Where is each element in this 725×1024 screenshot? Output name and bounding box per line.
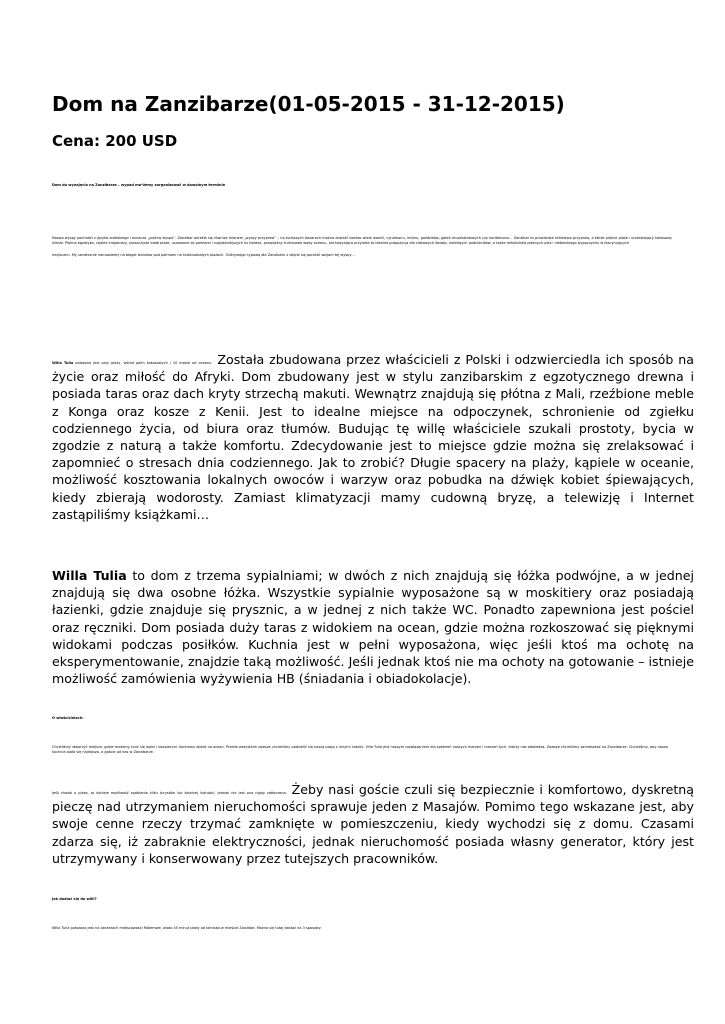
villa-lead-rest: położona jest przy plaży, wśród palm kokosowych i 10 krokie od oceanu. (73, 361, 213, 365)
page-title: Dom na Zanzibarze(01-05-2015 - 31-12-2015) (52, 92, 565, 116)
intro-heading: Dom do wynajęcia na Zanzibarze – wypad mo*żemy zorganizować w dowolnym terminie (52, 183, 226, 187)
villa-description-text: Została zbudowana przez właścicieli z Polski i odzwierciedla ich sposób na życie oraz miłość do Afryki. Dom zbudowany jest w stylu zanzibarskim z egzotycznego drewna i posiada taras oraz dach kryty strzechą makuti. Wewnątrz znajdują się płótna z Mali, rzeźbione meble z Konga oraz kosze z Kenii. Jest to idealne miejsce na odpoczynek, schronienie od zgiełku codziennego życia, od biura oraz tłumów. Budując tę willę właściciele szukali prostoty, bycia w zgodzie z naturą a także komfortu. Zdecydowanie jest to miejsce gdzie można się zrelaksować i zapomnieć o stresach dnia codziennego. Jak to zrobić? Długie spacery na plaży, kąpiele w oceanie, możliwość kosztowania lokalnych owoców i warzyw oraz pobudka na dźwięk kobiet śpiewających, kiedy zbierają wodorosty. Zamiast klimatyzacji mamy cudowną bryzę, a telewizję i Internet zastąpiliśmy książkami… (52, 352, 694, 522)
owners-paragraph: Chcieliśmy stworzyć miejsce, gdzie możemy czuć się wolni i bezpieczni. Kochamy widok na ocean. Przede wszystkim zawsze chcieliśmy podzielić się naszą pasją z innymi ludźmi. Villa Tulia jest naszym rozwiązaniem dla spełnień naszych marzeń i marzeń tych, którzy nas odwiedzą. Zawsze chcieliśmy zamieszkać na Zanzibarze. Chcieliśmy, aby nasza kuchnia stała się najlepsza, a goście od nas w Zanzibarze. (52, 745, 668, 754)
intro-paragraph-2: miejscach. My serdecznie namawiamy na błogie lenistwo pod palmami na śnieżnobiałych plażach. Odkrywając typową dla Zanzibaru z dajcie się ponieść wizjom tej wyspy… (52, 253, 355, 257)
villa-description-paragraph (52, 351, 694, 523)
villa-lead-bold: Willa Tulia (52, 361, 74, 365)
rooms-paragraph (52, 567, 694, 687)
rooms-bold-name: Willa Tulia (52, 568, 127, 583)
villa-lead-small (52, 361, 212, 365)
rooms-text: to dom z trzema sypialniami; w dwóch z nich znajdują się łóżka podwójne, a w jednej znajdują się dwa osobne łóżka. Wszystkie sypialnie wyposażone są w moskitiery oraz posiadają łazienki, gdzie znajduje się prysznic, a w jednej z nich także WC. Ponadto zapewniona jest pościel oraz ręczniki. Dom posiada duży taras z widokiem na ocean, gdzie można rozkoszować się pięknymi widokami podczas posiłków. Kuchnia jest w pełni wyposażona, więc jeśli ktoś ma ochotę na eksperymentowanie, znajdzie taką możliwość. Jeśli jednak ktoś nie ma ochoty na gotowanie – istnieje możliwość zamówienia wyżywienia HB (śniadania i obiadokolacje). (52, 568, 694, 687)
safety-text: Żeby nasi goście czuli się bezpiecznie i komfortowo, dyskretną pieczę nad utrzymaniem nieruchomości sprawuje jeden z Masajów. Pomimo tego wskazane jest, aby swoje cenne rzeczy trzymać zamknięte w pomieszczeniu, kiedy wychodzi się z domu. Czasami zdarza się, iż zabraknie elektryczności, jednak nieruchomość posiada własny generator, który jest utrzymywany i konserwowany przez tutejszych pracowników. (52, 782, 694, 866)
safety-lead-small: Jeśli chodzi o plażę, to istnieje możliwość spotkania kilku turystów lub lokalnej ludności, jednak nie jest ona nigdy zatłoczona. (52, 791, 287, 795)
intro-paragraph-1: Nazwa wyspy pochodzi z języka arabskiego i oznacza „piękną wyspę”. Zanzibar określa się również mianem „wyspy przypraw” – na tutejszych bazarach można znaleźć bardzo wiele wanilii, cynamonu, imbiru, goździków, gałek muszkatołowych czy kardamonu… Zanzibar to prawdziwe królestwo przypraw, a także piękne plaże i orzeźwiający kokosowy klimat. Piękna egzotyka, rajskie krajobrazy, piaszczyste białe plaże, usnowane za palmami i najpiękniejszych ku bardzo, przepiękny turkusowe wody oceanu, zachwycająca przyroda to idealna propozycja dla ciekawych świata, urokliwych podróżników, a także miłośników pięknych plaż i niebieskiego wypoczynku w fascynujących (52, 236, 672, 245)
directions-paragraph: Willa Tulia położona jest na obrzeżach miejscowości Matemwe, około 45 minut jazdy od lotniska w mieście Zanzibar. Można się tutaj dostać na 3 sposoby: (52, 926, 322, 930)
directions-heading: Jak dostać się do willi? (52, 897, 97, 901)
safety-paragraph (52, 781, 694, 867)
price-heading: Cena: 200 USD (52, 132, 178, 150)
owners-heading: O właścicielach: (52, 716, 84, 720)
